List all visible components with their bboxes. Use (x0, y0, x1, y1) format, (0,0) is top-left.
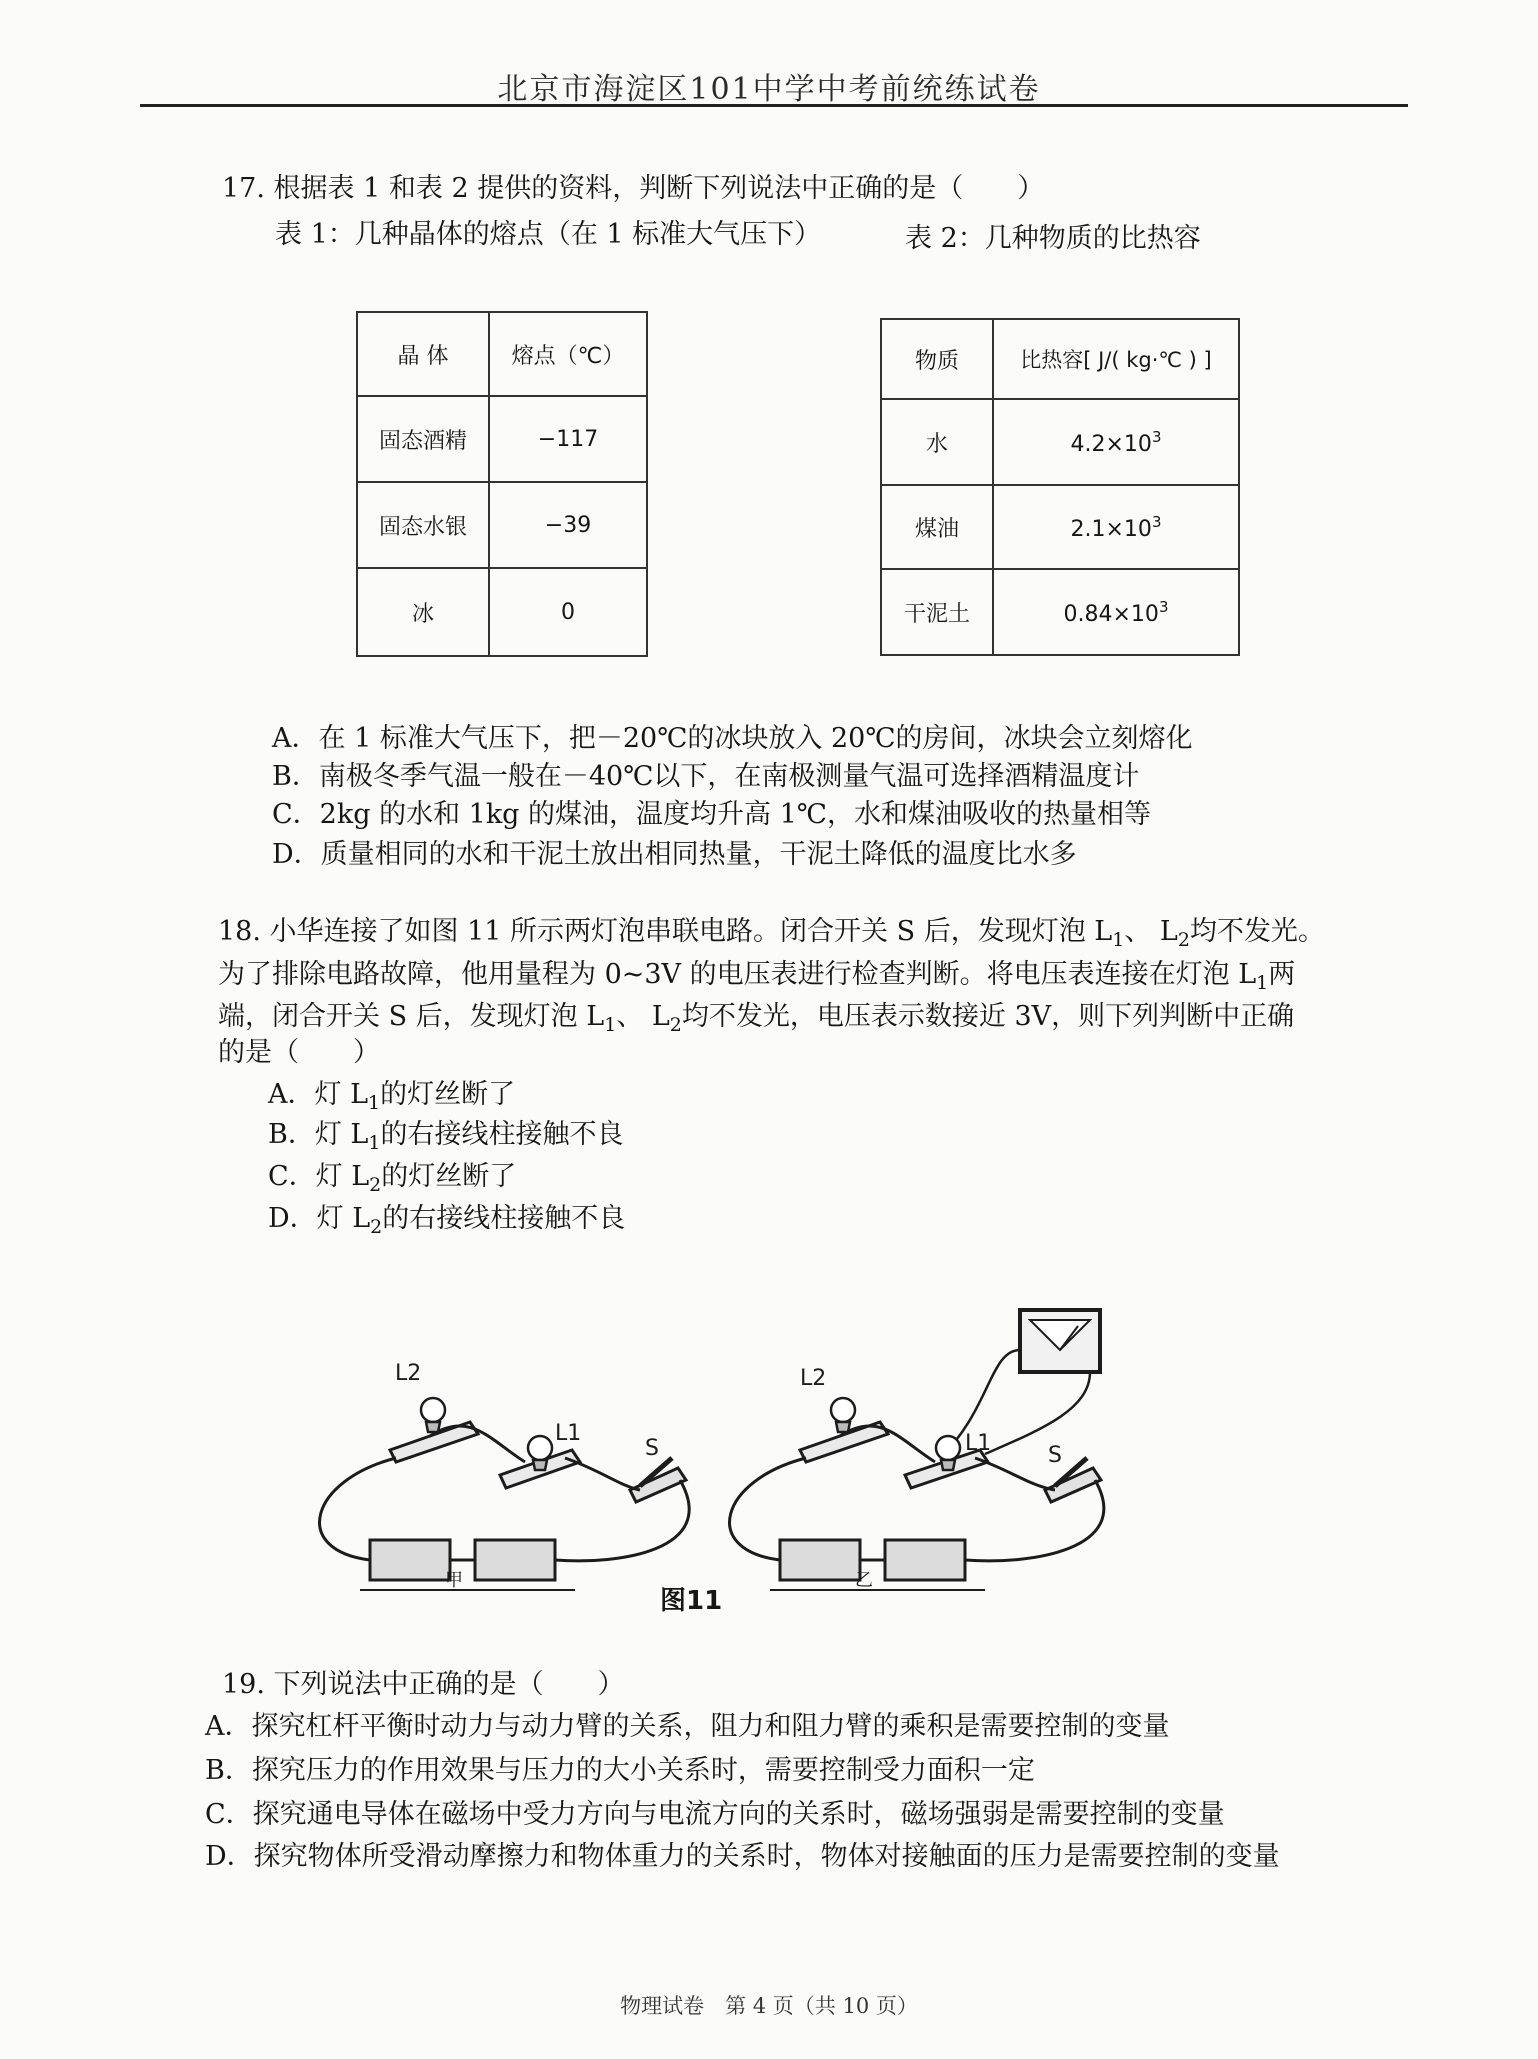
label-l1-left: L1 (555, 1421, 582, 1446)
q18-stem-line2: 为了排除电路故障，他用量程为 0~3V 的电压表进行检查判断。将电压表连接在灯泡 $L_1$两 (218, 959, 1296, 994)
q18-option-b: B．灯 $L_1$的右接线柱接触不良 (268, 1119, 624, 1154)
label-s-right: S (1048, 1443, 1062, 1468)
table2-header-substance: 物质 (881, 319, 993, 399)
circuit-left (320, 1422, 690, 1590)
q17-stem: 17. 根据表 1 和表 2 提供的资料，判断下列说法中正确的是（ ） (222, 173, 1045, 204)
table1-cell: −39 (489, 482, 647, 568)
table-melting-points (356, 311, 648, 657)
figure-11-circuits (300, 1290, 1120, 1600)
table-specific-heat (880, 318, 1240, 656)
table1-header-melting-point: 熔点（℃） (489, 312, 647, 396)
table2-value-cell: $2.1\times 10^3$ (993, 485, 1239, 569)
q18-stem-line4: 的是（ ） (218, 1037, 380, 1068)
bulb-l2-right (831, 1398, 855, 1432)
label-l2-right: L2 (800, 1366, 827, 1391)
table1-cell: 固态酒精 (357, 396, 489, 482)
page-header-title: 北京市海淀区101中学中考前统练试卷 (497, 72, 1041, 107)
table1-cell: 固态水银 (357, 482, 489, 568)
table1-cell: 冰 (357, 568, 489, 656)
table2-header-specific-heat: 比热容[ J/( kg·℃ ) ] (993, 319, 1239, 399)
q17-option-b: B．南极冬季气温一般在－40℃以下，在南极测量气温可选择酒精温度计 (272, 761, 1140, 792)
table2-value-cell: $4.2\times 10^3$ (993, 399, 1239, 485)
q19-option-c: C．探究通电导体在磁场中受力方向与电流方向的关系时，磁场强弱是需要控制的变量 (205, 1799, 1225, 1830)
q19-option-a: A．探究杠杆平衡时动力与动力臂的关系，阻力和阻力臂的乘积是需要控制的变量 (205, 1711, 1170, 1742)
sublabel-yi: 乙 (855, 1570, 873, 1591)
header-divider (140, 104, 1408, 107)
bulb-l2-left (421, 1398, 445, 1432)
q18-option-a: A．灯 $L_1$的灯丝断了 (268, 1079, 516, 1114)
table1-cell: −117 (489, 396, 647, 482)
q18-option-d: D．灯 $L_2$的右接线柱接触不良 (268, 1203, 626, 1238)
table2-cell: 煤油 (881, 485, 993, 569)
table1-header-crystal: 晶 体 (357, 312, 489, 396)
sublabel-jia: 甲 (445, 1570, 463, 1591)
q19-stem: 19. 下列说法中正确的是（ ） (222, 1669, 625, 1700)
table2-caption: 表 2：几种物质的比热容 (905, 223, 1201, 254)
q17-option-a: A．在 1 标准大气压下，把－20℃的冰块放入 20℃的房间，冰块会立刻熔化 (272, 723, 1193, 754)
q18-option-c: C．灯 $L_2$的灯丝断了 (268, 1161, 517, 1196)
q17-option-d: D．质量相同的水和干泥土放出相同热量，干泥土降低的温度比水多 (272, 839, 1077, 870)
table2-value-cell: $0.84\times 10^3$ (993, 569, 1239, 655)
q18-stem-line3: 端，闭合开关 S 后，发现灯泡 $L_1$、 $L_2$均不发光，电压表示数接近 3V，则下列判断中正确 (218, 1001, 1295, 1036)
table2-cell: 干泥土 (881, 569, 993, 655)
q19-option-d: D．探究物体所受滑动摩擦力和物体重力的关系时，物体对接触面的压力是需要控制的变量 (205, 1841, 1280, 1872)
page-footer: 物理试卷 第 4 页（共 10 页） (620, 1994, 918, 2018)
label-l2-left: L2 (395, 1361, 422, 1386)
table1-caption: 表 1：几种晶体的熔点（在 1 标准大气压下） (275, 219, 822, 250)
label-l1-right: L1 (965, 1431, 992, 1456)
figure-11-caption: 图11 (660, 1586, 723, 1616)
q19-option-b: B．探究压力的作用效果与压力的大小关系时，需要控制受力面积一定 (205, 1755, 1035, 1786)
label-s-left: S (645, 1436, 659, 1461)
q17-option-c: C．2kg 的水和 1kg 的煤油，温度均升高 1℃，水和煤油吸收的热量相等 (272, 799, 1152, 830)
table1-cell: 0 (489, 568, 647, 656)
table2-cell: 水 (881, 399, 993, 485)
q18-stem-line1: 18. 小华连接了如图 11 所示两灯泡串联电路。闭合开关 S 后，发现灯泡 $L_1$、 $L_2$均不发光。 (218, 916, 1325, 951)
